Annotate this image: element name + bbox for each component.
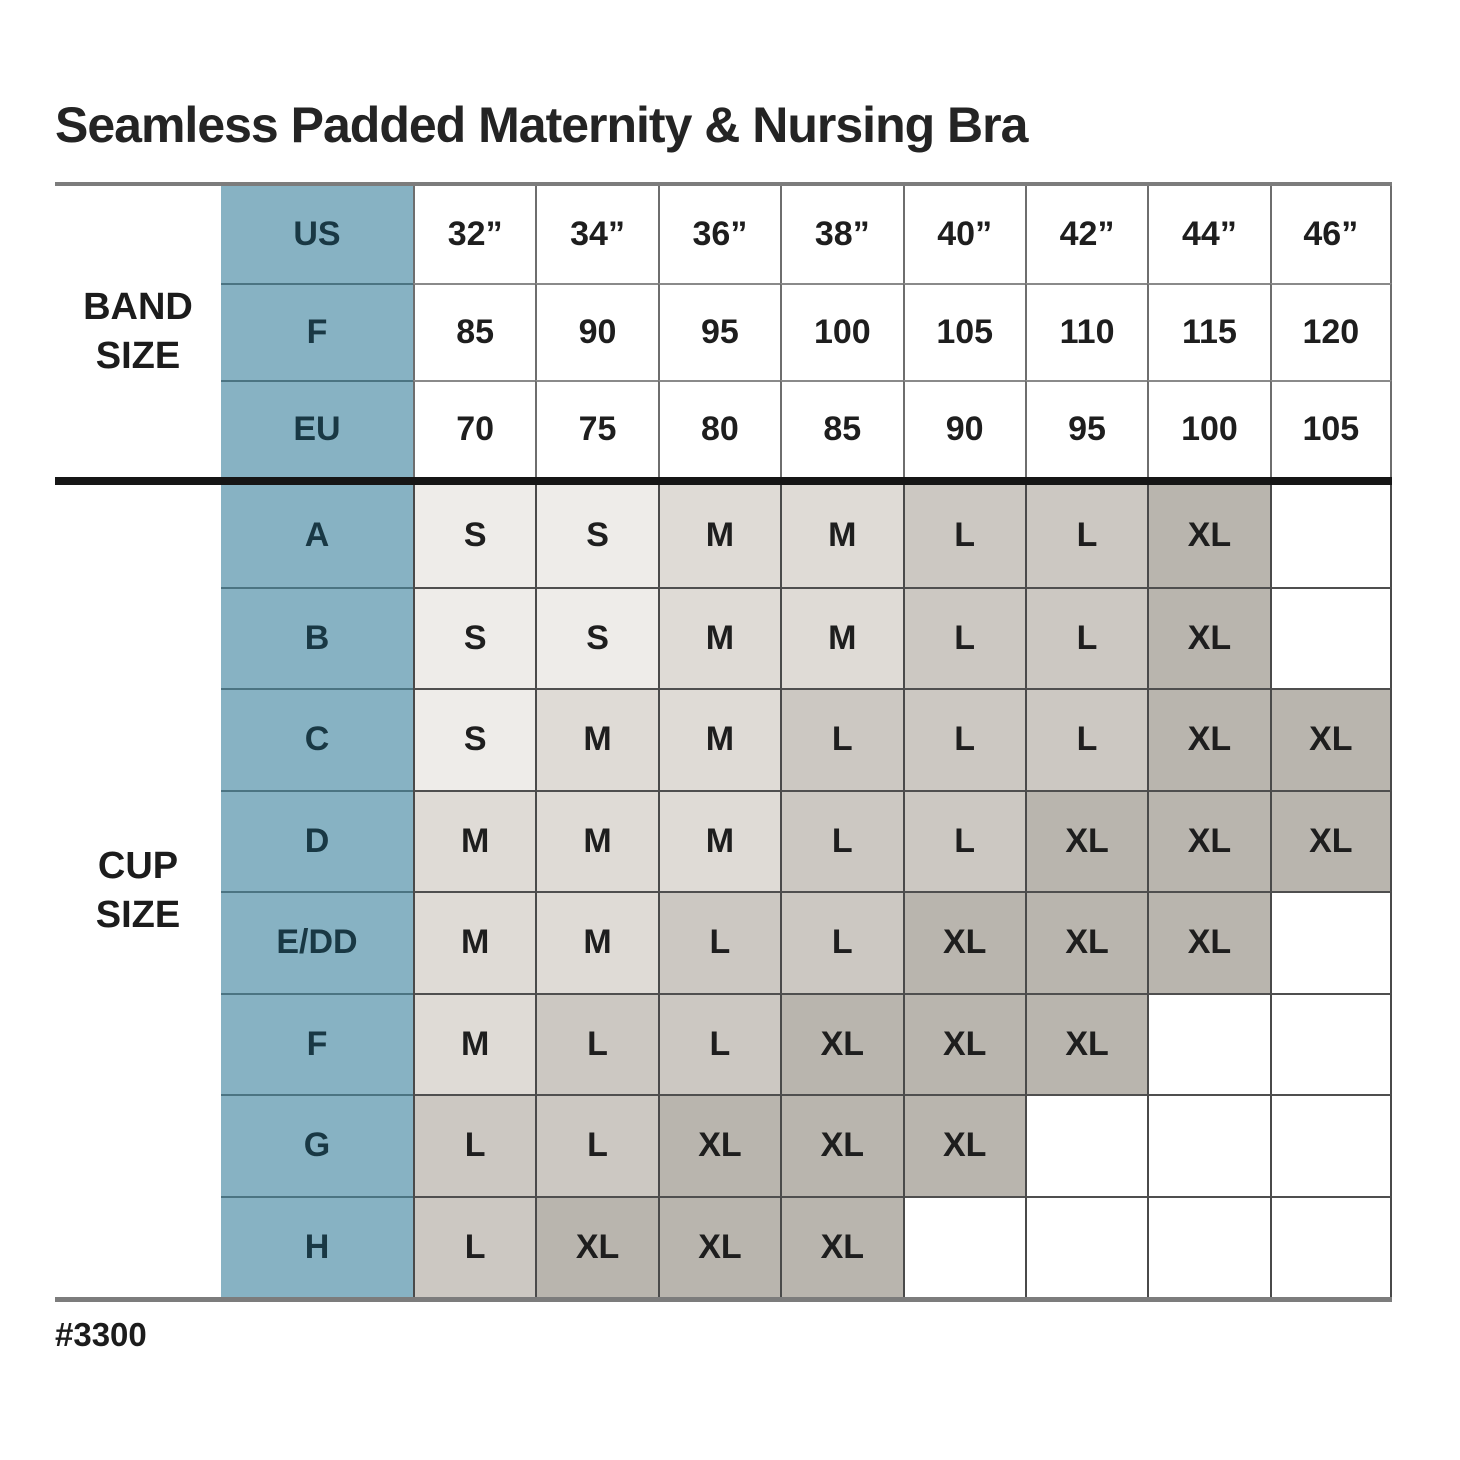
- cup-value-cell: S: [413, 485, 535, 587]
- cup-value-cell: M: [535, 790, 657, 892]
- cup-value-cell: [1270, 891, 1392, 993]
- cup-value-cell: M: [658, 688, 780, 790]
- band-value-cell: 85: [413, 283, 535, 380]
- cup-value-cell: L: [1025, 485, 1147, 587]
- cup-value-cell: L: [535, 993, 657, 1095]
- cup-value-cell: L: [413, 1094, 535, 1196]
- cup-value-cell: XL: [903, 1094, 1025, 1196]
- cup-value-cell: L: [413, 1196, 535, 1298]
- cup-value-cell: [1270, 1196, 1392, 1298]
- cup-size-section: [55, 485, 1392, 1297]
- cup-value-cell: [1270, 993, 1392, 1095]
- cup-value-cell: [1147, 1094, 1269, 1196]
- cup-value-cell: S: [535, 485, 657, 587]
- cup-value-cell: XL: [1147, 790, 1269, 892]
- cup-value-cell: [1025, 1094, 1147, 1196]
- band-value-cell: 75: [535, 380, 657, 477]
- band-row-label: EU: [221, 380, 413, 477]
- cup-value-cell: L: [903, 790, 1025, 892]
- cup-value-cell: L: [903, 485, 1025, 587]
- cup-value-cell: L: [780, 790, 902, 892]
- cup-value-cell: M: [658, 485, 780, 587]
- cup-value-cell: XL: [1147, 891, 1269, 993]
- band-value-cell: 44”: [1147, 186, 1269, 283]
- cup-value-cell: M: [413, 790, 535, 892]
- cup-value-cell: XL: [780, 1094, 902, 1196]
- band-value-cell: 95: [1025, 380, 1147, 477]
- size-chart-table: [55, 182, 1392, 1302]
- band-value-cell: 38”: [780, 186, 902, 283]
- cup-value-cell: M: [535, 688, 657, 790]
- cup-value-cell: XL: [903, 891, 1025, 993]
- band-value-cell: 80: [658, 380, 780, 477]
- cup-size-label-line2: SIZE: [95, 894, 181, 936]
- band-value-cell: 34”: [535, 186, 657, 283]
- cup-value-cell: L: [658, 993, 780, 1095]
- cup-value-cell: XL: [903, 993, 1025, 1095]
- cup-value-cell: XL: [535, 1196, 657, 1298]
- cup-value-cell: XL: [1025, 993, 1147, 1095]
- page-title: Seamless Padded Maternity & Nursing Bra: [55, 97, 1028, 153]
- cup-value-cell: L: [780, 891, 902, 993]
- cup-value-cell: M: [780, 587, 902, 689]
- cup-value-cell: L: [658, 891, 780, 993]
- cup-size-label-line1: CUP: [97, 845, 179, 888]
- cup-value-cell: M: [658, 587, 780, 689]
- cup-value-cell: XL: [1270, 790, 1392, 892]
- band-row-label: F: [221, 283, 413, 380]
- cup-value-cell: L: [780, 688, 902, 790]
- cup-value-cell: S: [413, 587, 535, 689]
- cup-value-cell: M: [413, 891, 535, 993]
- cup-value-cell: M: [413, 993, 535, 1095]
- cup-value-cell: M: [535, 891, 657, 993]
- band-value-cell: 40”: [903, 186, 1025, 283]
- band-value-cell: 70: [413, 380, 535, 477]
- band-value-cell: 100: [1147, 380, 1269, 477]
- band-value-cell: 105: [903, 283, 1025, 380]
- band-value-cell: 36”: [658, 186, 780, 283]
- band-row-label: US: [221, 186, 413, 283]
- cup-value-cell: [1025, 1196, 1147, 1298]
- cup-value-cell: [1270, 587, 1392, 689]
- cup-row-label: G: [221, 1094, 413, 1196]
- cup-value-cell: L: [903, 688, 1025, 790]
- cup-value-cell: XL: [658, 1196, 780, 1298]
- band-value-cell: 115: [1147, 283, 1269, 380]
- cup-value-cell: XL: [1147, 485, 1269, 587]
- band-value-cell: 105: [1270, 380, 1392, 477]
- cup-value-cell: M: [780, 485, 902, 587]
- cup-value-cell: [1270, 485, 1392, 587]
- band-size-label: [55, 186, 221, 477]
- cup-value-cell: XL: [1270, 688, 1392, 790]
- cup-value-cell: XL: [1147, 587, 1269, 689]
- band-value-cell: 100: [780, 283, 902, 380]
- cup-value-cell: XL: [1025, 790, 1147, 892]
- cup-value-cell: XL: [658, 1094, 780, 1196]
- cup-row-label: D: [221, 790, 413, 892]
- band-value-cell: 90: [903, 380, 1025, 477]
- band-value-cell: 110: [1025, 283, 1147, 380]
- band-value-cell: 85: [780, 380, 902, 477]
- style-number: #3300: [55, 1316, 147, 1353]
- cup-value-cell: L: [535, 1094, 657, 1196]
- cup-value-cell: S: [413, 688, 535, 790]
- table-bottom-border: [55, 1297, 1392, 1302]
- cup-row-label: F: [221, 993, 413, 1095]
- cup-size-label: [55, 485, 221, 1297]
- cup-row-label: B: [221, 587, 413, 689]
- cup-value-cell: [1147, 1196, 1269, 1298]
- cup-row-label: C: [221, 688, 413, 790]
- cup-value-cell: L: [1025, 688, 1147, 790]
- band-value-cell: 120: [1270, 283, 1392, 380]
- cup-value-cell: M: [658, 790, 780, 892]
- band-value-cell: 42”: [1025, 186, 1147, 283]
- cup-value-cell: XL: [780, 993, 902, 1095]
- cup-value-cell: XL: [1147, 688, 1269, 790]
- cup-row-label: E/DD: [221, 891, 413, 993]
- cup-value-cell: [1147, 993, 1269, 1095]
- band-cup-divider: [55, 477, 1392, 485]
- cup-value-cell: L: [903, 587, 1025, 689]
- cup-row-label: H: [221, 1196, 413, 1298]
- band-value-cell: 90: [535, 283, 657, 380]
- band-value-cell: 46”: [1270, 186, 1392, 283]
- band-size-label-line1: BAND: [83, 285, 193, 328]
- cup-value-cell: [903, 1196, 1025, 1298]
- cup-row-label: A: [221, 485, 413, 587]
- band-size-label-line2: SIZE: [95, 334, 181, 377]
- cup-value-cell: XL: [1025, 891, 1147, 993]
- band-value-cell: 95: [658, 283, 780, 380]
- band-value-cell: 32”: [413, 186, 535, 283]
- cup-value-cell: [1270, 1094, 1392, 1196]
- cup-value-cell: S: [535, 587, 657, 689]
- cup-value-cell: L: [1025, 587, 1147, 689]
- cup-value-cell: XL: [780, 1196, 902, 1298]
- band-size-section: [55, 186, 1392, 477]
